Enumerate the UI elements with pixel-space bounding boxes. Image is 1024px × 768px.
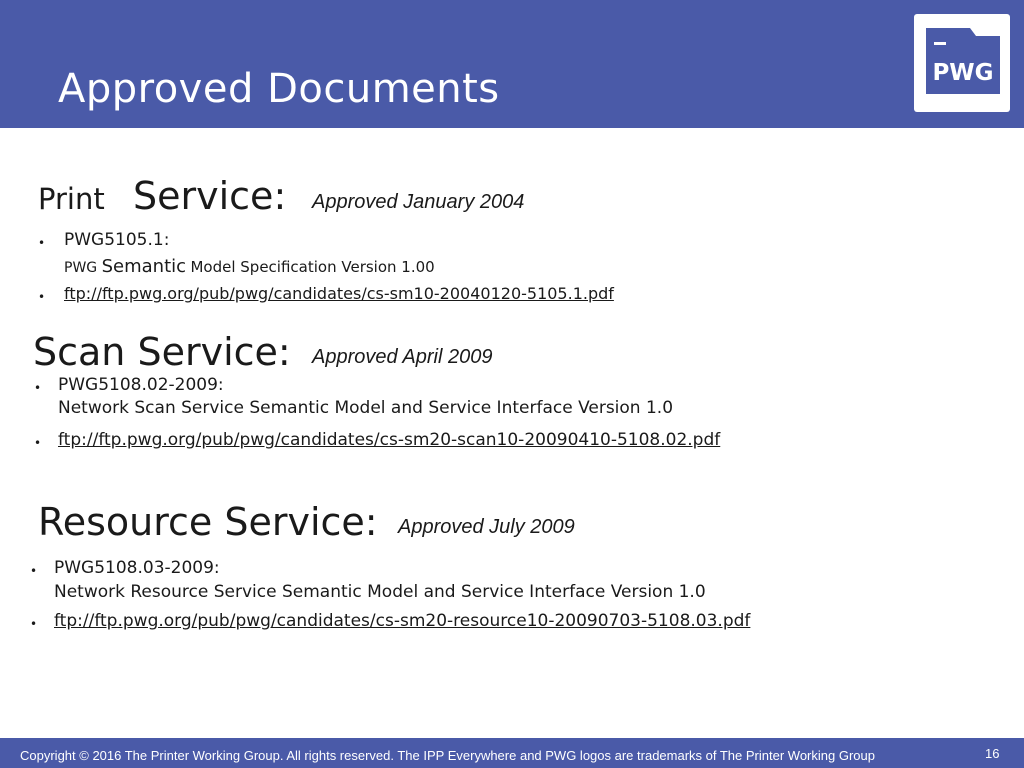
print-service-doc-title-rest: Model Specification Version 1.00: [190, 258, 435, 276]
bullet-icon: •: [34, 436, 42, 450]
scan-service-approved-date: Approved April 2009: [312, 346, 493, 368]
resource-service-doc-id: PWG5108.03-2009:: [54, 558, 220, 578]
print-service-approved-date: Approved January 2004: [312, 191, 525, 213]
print-service-link[interactable]: ftp://ftp.pwg.org/pub/pwg/candidates/cs-sm10-20040120-5105.1.pdf: [64, 284, 614, 303]
bullet-icon: •: [34, 381, 42, 395]
scan-service-heading: Scan Service:: [33, 330, 291, 374]
logo-text: PWG: [932, 60, 994, 86]
print-service-doc-id: PWG5105.1:: [64, 230, 170, 250]
bullet-icon: •: [30, 617, 38, 631]
print-service-heading-prefix: Print: [38, 182, 105, 216]
copyright-notice: Copyright © 2016 The Printer Working Group. All rights reserved. The IPP Everywhere and PWG logos are trademarks of The Printer Working Group: [20, 748, 875, 763]
print-service-doc-title-mid: Semantic: [101, 256, 187, 277]
resource-service-doc-title: Network Resource Service Semantic Model and Service Interface Version 1.0: [54, 582, 706, 602]
printer-logo-icon: [914, 14, 1010, 112]
page-number: 16: [985, 746, 1000, 761]
resource-service-link[interactable]: ftp://ftp.pwg.org/pub/pwg/candidates/cs-sm20-resource10-20090703-5108.03.pdf: [54, 611, 751, 631]
scan-service-link[interactable]: ftp://ftp.pwg.org/pub/pwg/candidates/cs-sm20-scan10-20090410-5108.02.pdf: [58, 430, 721, 450]
print-service-doc-title-prefix: PWG: [64, 260, 98, 276]
scan-service-doc-title: Network Scan Service Semantic Model and Service Interface Version 1.0: [58, 398, 674, 418]
bullet-icon: •: [30, 564, 38, 578]
bullet-icon: •: [38, 236, 46, 250]
slide-title: Approved Documents: [58, 66, 500, 112]
resource-service-approved-date: Approved July 2009: [398, 516, 575, 538]
scan-service-doc-id: PWG5108.02-2009:: [58, 375, 224, 395]
pwg-logo: [914, 14, 1010, 112]
print-service-heading: Service:: [133, 174, 287, 218]
resource-service-heading: Resource Service:: [38, 500, 378, 544]
bullet-icon: •: [38, 290, 46, 304]
